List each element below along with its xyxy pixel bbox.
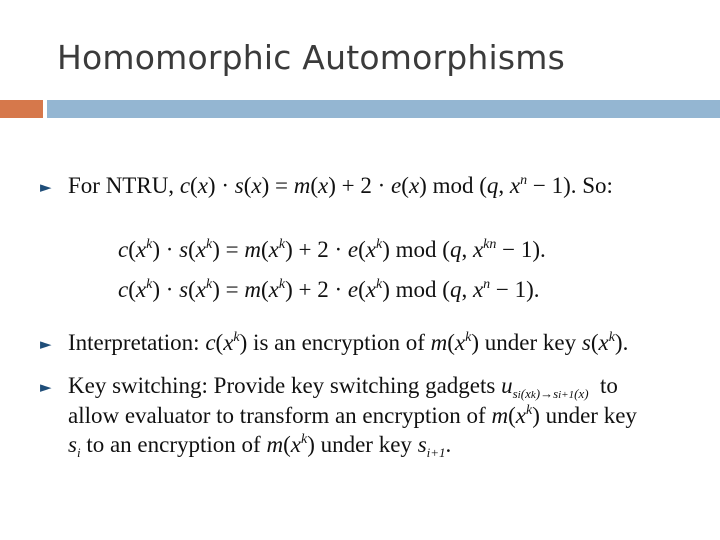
bullet-arrow-icon: ► [40,378,52,396]
ntru-formula: c(x) · s(x) = m(x) + 2 · e(x) mod (q, $x^n - 1$). [179,173,577,198]
equation-1: $c(x^k) \cdot s(x^k) = m(x^k) + 2 \cdot e(x^k)$ mod (q, $x^{kn} - 1$). [118,237,546,262]
bullet-ntru [68,172,613,200]
bullet-arrow-icon: ► [40,178,52,196]
bullet-interpretation: Interpretation: $c(x^k)$ is an encryption of $m(x^k)$ under key $s(x^k)$. [68,330,629,355]
bullet-ntru-tail: So: [582,173,613,198]
accent-bar-blue [47,100,720,118]
bullet-key-switching-line1: Key switching: Provide key switching gadgets $u_{si(xk)\to si+1(x)}$ to [68,373,618,401]
equation-2: $c(x^k) \cdot s(x^k) = m(x^k) + 2 \cdot e(x^k)$ mod (q, $x^n - 1$). [118,277,540,302]
page-title: Homomorphic Automorphisms [57,38,565,77]
bullet-key-switching-line3: $s_i$ to an encryption of $m(x^k)$ under key $s_{i+1}$. [68,432,452,460]
accent-bar-orange [0,100,43,118]
bullet-ntru-lead: For NTRU, [68,173,175,198]
bullet-arrow-icon: ► [40,335,52,353]
bullet-key-switching-line2: allow evaluator to transform an encryption of $m(x^k)$ under key [68,403,637,428]
